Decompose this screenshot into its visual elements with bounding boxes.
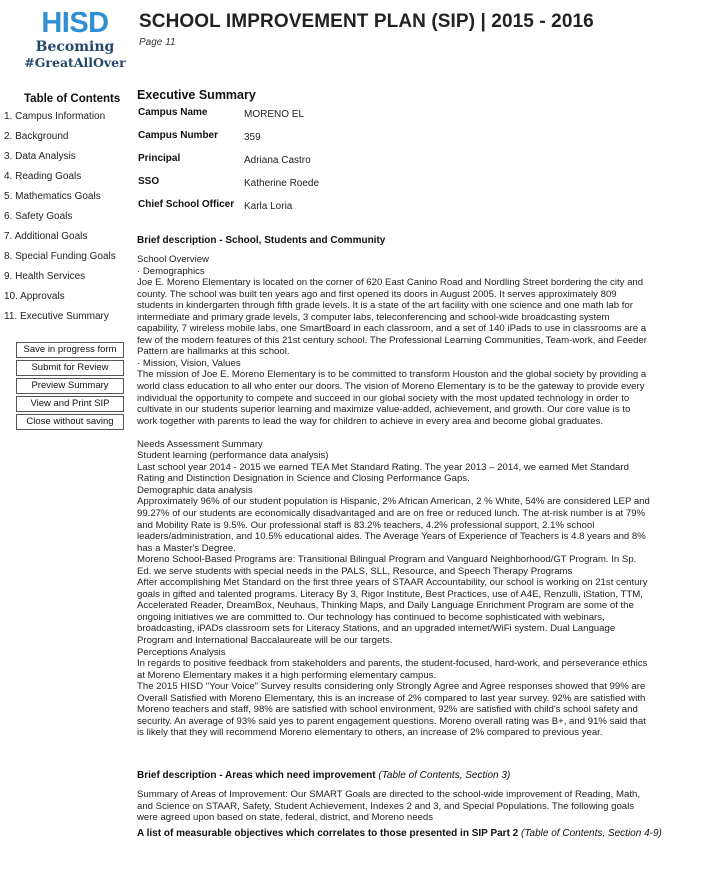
text-line <box>137 427 662 439</box>
info-label: Campus Name <box>138 107 208 118</box>
text-line: Summary of Areas of Improvement: Our SMART Goals are directed to the school-wide improvement of Reading, Math, <box>137 789 641 800</box>
sso-value: Katherine Roede <box>244 178 320 189</box>
toc-title: Table of Contents <box>24 93 121 105</box>
campus-name-value: MORENO EL <box>244 109 305 120</box>
main-content <box>137 88 670 839</box>
text-line: at Moreno Elementary makes it a high performing elementary campus. <box>137 669 437 681</box>
text-line: · Mission, Vision, Values <box>137 357 241 369</box>
improvement-heading-ref: (Table of Contents, Section 3) <box>378 770 511 781</box>
text-line: Pattern are hallmarks at this school. <box>137 346 290 358</box>
hisd-logo <box>25 8 125 70</box>
text-line: 99.27% of our students are economically disadvantaged and are on free or reduced lunch. The at-risk number is at 79% <box>137 507 646 519</box>
text-line: Rating and Distinction Designation in Science and Closing Performance Gaps. <box>137 473 470 485</box>
text-line: individual the opportunity to compete and succeed in our global society with the most updated technology in order to <box>137 392 630 404</box>
toc-item-data-analysis[interactable]: 3. Data Analysis <box>4 151 76 162</box>
text-line: School Overview <box>137 254 209 265</box>
executive-summary-title: Executive Summary <box>137 88 256 102</box>
text-line: students in kindergarten through fifth grade levels. It is a state of the art facility with one science and one math lab for <box>137 300 633 312</box>
toc-item-safety-goals[interactable]: 6. Safety Goals <box>4 211 73 222</box>
save-in-progress-button[interactable]: Save in progress form <box>16 342 124 358</box>
page-title: SCHOOL IMPROVEMENT PLAN (SIP) | 2015 - 2016 <box>139 11 594 32</box>
school-description-text <box>137 254 662 739</box>
text-line: few of the modern features of this 21st century school. The Professional Learning Communities, Team-work, and Feeder <box>137 334 647 346</box>
text-line: work together with parents to lead the way for children to achieve in every area and become global graduates. <box>137 415 604 427</box>
text-line: After accomplishing Met Standard on the first three years of STAAR Accountability, our school is working on 21st century <box>137 577 648 589</box>
text-line: Accelerated Reader, DreamBox, Neuhaus, Thinking Maps, and Daily Language Enrichment Program are some of the <box>137 600 634 612</box>
improvement-heading <box>137 770 510 781</box>
text-line: broadcasting, iPADs classroom sets for Literacy Stations, and an upgraded internet/WiFi system. Dual Language <box>137 623 616 635</box>
toc-item-special-funding-goals[interactable]: 8. Special Funding Goals <box>4 251 116 262</box>
text-line: ongoing initiatives we are committed to. Our technology has continued to become sophisticated with webinars, <box>137 611 605 623</box>
text-line: has a Master's Degree. <box>137 542 236 554</box>
toc-item-campus-information[interactable]: 1. Campus Information <box>4 111 106 122</box>
text-line: Overall Satisfied with Moreno Elementary, this is an increase of 2% compared to last year survey. 92% are satisfied with <box>137 692 646 704</box>
page-number: Page 11 <box>139 37 176 48</box>
info-label: Campus Number <box>138 130 219 141</box>
text-line: Program and International Baccalaureate will be our targets. <box>137 635 393 646</box>
toc-item-executive-summary[interactable]: 11. Executive Summary <box>4 311 109 322</box>
close-without-saving-button[interactable]: Close without saving <box>16 414 124 430</box>
text-line: and Mobility Rate is 9.5%. Our professional staff is 83.2% teachers, 4.2% professional support, 2.1% school <box>137 519 595 531</box>
toc-item-background[interactable]: 2. Background <box>4 131 69 142</box>
text-line: Perceptions Analysis <box>137 646 226 658</box>
preview-summary-button[interactable]: Preview Summary <box>16 378 124 394</box>
school-description-heading: Brief description - School, Students and Community <box>137 235 386 246</box>
text-line: · Demographics <box>137 265 205 277</box>
info-row-sso <box>137 176 670 199</box>
improvement-text <box>137 789 662 824</box>
toc-item-health-services[interactable]: 9. Health Services <box>4 271 86 282</box>
text-line: Moreno School-Based Programs are: Transitional Bilingual Program and Vanguard Neighborhood/GT Program. In Sp. <box>137 554 637 566</box>
text-line: Approximately 96% of our student population is Hispanic, 2% African American, 2 % White, 54% are considered LEP and <box>137 496 650 508</box>
campus-number-value: 359 <box>244 132 261 143</box>
text-line: The 2015 HISD "Your Voice" Survey results considering only Strongly Agree and Agree responses showed that 99% are <box>137 681 646 693</box>
logo-org: HISD <box>41 7 109 39</box>
text-line: Demographic data analysis <box>137 484 253 496</box>
info-row-campus-name <box>137 107 670 130</box>
text-line: intermediate and primary grade levels, 3 computer labs, teleconferencing and school-wide broadcasting system <box>137 311 610 323</box>
text-line: world class education to all who enter our doors. The vision of Moreno Elementary is to be the gateway to provide every <box>137 381 645 393</box>
text-line: security. An average of 93% said yes to parent engagement questions. Moreno overall rating was B+, and 91% said that <box>137 715 646 727</box>
info-label: SSO <box>138 176 160 187</box>
info-row-chief-school-officer <box>137 199 670 222</box>
view-print-sip-button[interactable]: View and Print SIP <box>16 396 124 412</box>
improvement-heading-text: Brief description - Areas which need improvement <box>137 770 376 781</box>
text-line: cultivate in our students superior learning and maximize value-added, achievement, and growth. Our core value is to <box>137 404 631 416</box>
logo-tagline-2: #GreatAllOver <box>24 55 126 70</box>
chief-school-officer-value: Karla Loria <box>244 201 293 212</box>
campus-info-table <box>137 107 670 222</box>
info-row-principal <box>137 153 670 176</box>
text-line: Joe E. Moreno Elementary is located on the corner of 620 East Canino Road and Nordling Street bordering the city and <box>137 277 644 289</box>
text-line: leaders/administration, and 10.5% educational aides. The Average Years of Experience of Teachers is 4.8 years and 8% <box>137 531 646 543</box>
toc-item-mathematics-goals[interactable]: 5. Mathematics Goals <box>4 191 101 202</box>
objectives-heading <box>137 828 662 839</box>
text-line: county. The school was built ten years ago and first opened its doors in August 2005. It serves approximately 809 <box>137 288 617 300</box>
text-line: is likely that they will recommend Moreno elementary to others, an increase of 2% compared to previous year. <box>137 727 603 739</box>
text-line: Needs Assessment Summary <box>137 438 263 450</box>
text-line: Ed. we serve students with special needs in the PALS, SLL, Resource, and Speech Therapy Programs <box>137 565 573 577</box>
info-row-campus-number <box>137 130 670 153</box>
action-buttons <box>16 342 124 432</box>
toc-item-reading-goals[interactable]: 4. Reading Goals <box>4 171 82 182</box>
text-line: Moreno teachers and staff, 98% are satisfied with school environment, 92% are satisfied with child's school safety and <box>137 704 638 716</box>
text-line: Last school year 2014 - 2015 we earned TEA Met Standard Rating. The year 2013 – 2014, we earned Met Standard <box>137 461 629 473</box>
info-label: Chief School Officer <box>138 199 235 210</box>
table-of-contents <box>4 110 116 330</box>
text-line: and Science on STAAR, Safety, Student Achievement, Indexes 2 and 3, and Special Populations. The following goals <box>137 800 635 812</box>
text-line: Student learning (performance data analysis) <box>137 450 329 462</box>
submit-for-review-button[interactable]: Submit for Review <box>16 360 124 376</box>
toc-item-additional-goals[interactable]: 7. Additional Goals <box>4 231 88 242</box>
principal-value: Adriana Castro <box>244 155 311 166</box>
objectives-heading-text: A list of measurable objectives which correlates to those presented in SIP Part 2 <box>137 828 519 839</box>
text-line: The mission of Joe E. Moreno Elementary is to be committed to transform Houston and the global society by providing a <box>137 369 647 381</box>
toc-item-approvals[interactable]: 10. Approvals <box>4 291 65 302</box>
logo-tagline-1: Becoming <box>35 39 115 55</box>
text-line: capability, 7 wireless mobile labs, one SmartBoard in each classroom, and a set of 140 iPads to use in classrooms are a <box>137 323 647 335</box>
info-label: Principal <box>138 153 181 164</box>
text-line: were agreed upon based on state, federal, district, and Moreno needs <box>137 812 433 824</box>
text-line: goals in gifted and talented programs. Literacy By 3, Rigor Institute, Best Practices, use of A4E, Renzulli, iStation, TTM, <box>137 588 643 600</box>
text-line: In regards to positive feedback from stakeholders and parents, the student-focused, hard-work, and perseverance ethics <box>137 658 648 670</box>
objectives-heading-ref: (Table of Contents, Section 4-9) <box>521 828 662 839</box>
